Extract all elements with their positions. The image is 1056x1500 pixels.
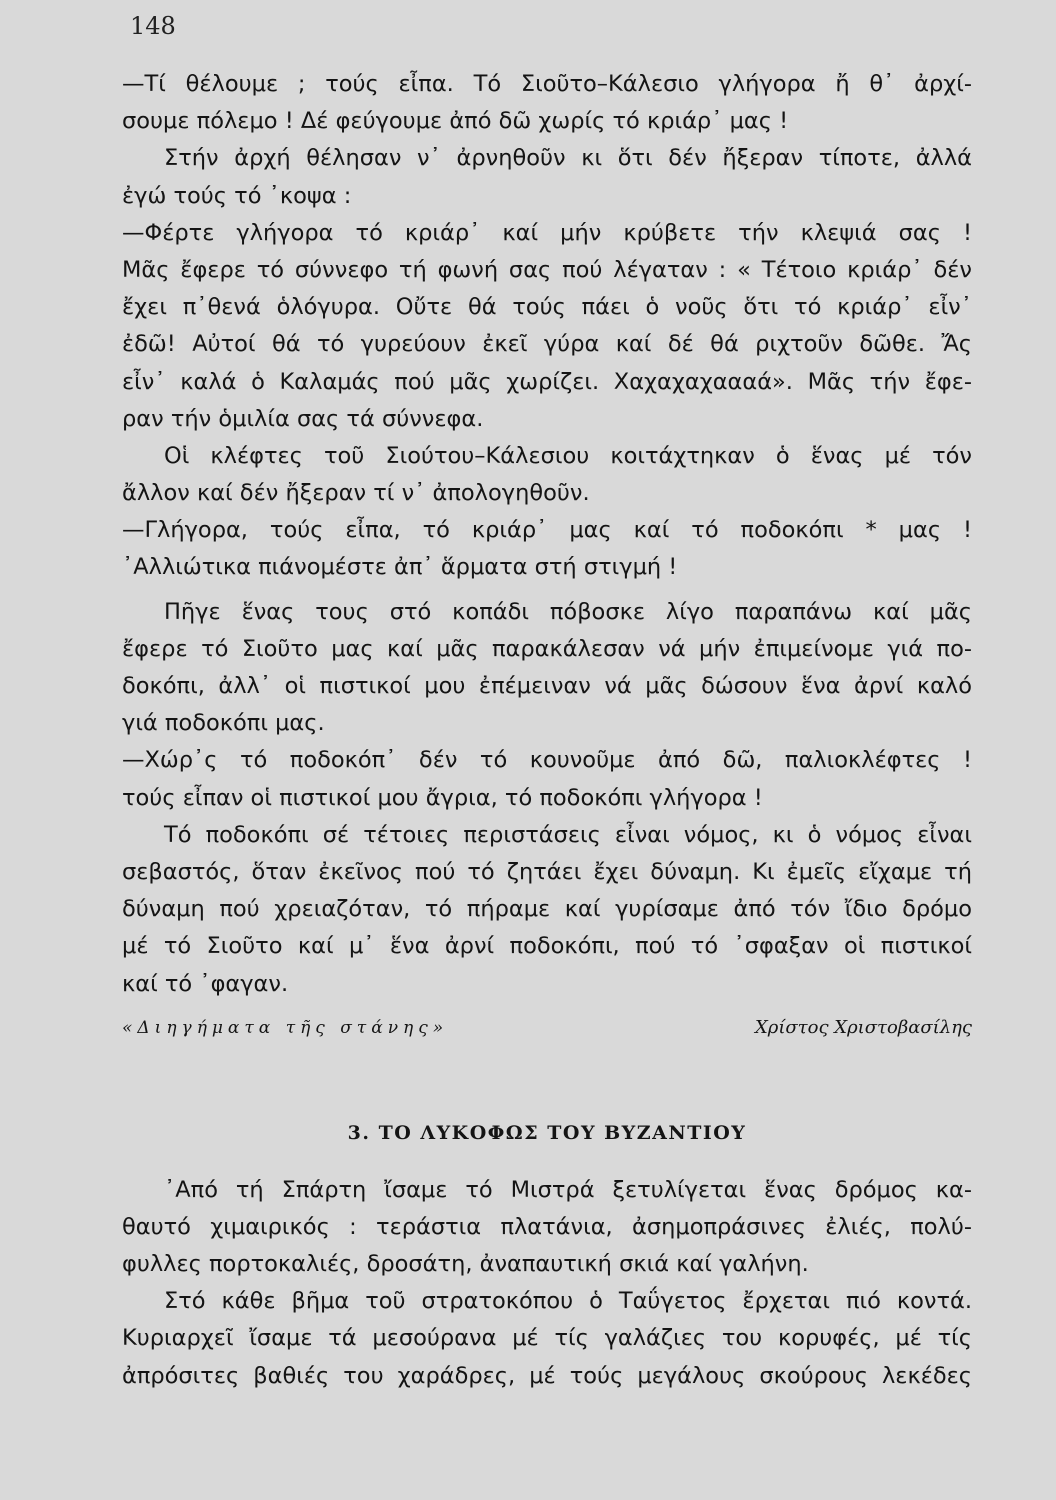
text-line: Πῆγε ἕνας τους στό κοπάδι πόβοσκε λίγο παραπάνω καί μᾶς xyxy=(164,598,972,625)
text-line: σεβαστός, ὅταν ἐκεῖνος πού τό ζητάει ἔχει δύναμη. Κι ἐμεῖς εἴχαμε τή xyxy=(122,858,972,885)
text-line: φυλλες πορτοκαλιές, δροσάτη, ἀναπαυτική σκιά καί γαλήνη. xyxy=(122,1251,809,1278)
attribution xyxy=(122,1017,972,1038)
text-line: Τό ποδοκόπι σέ τέτοιες περιστάσεις εἶναι νόμος, κι ὁ νόμος εἶναι xyxy=(164,821,972,848)
text-line: —Τί θέλουμε ; τούς εἶπα. Τό Σιοῦτο–Κάλεσιο γλήγορα ἤ θ᾽ ἀρχί- xyxy=(122,71,972,97)
text-line: Κυριαρχεῖ ἴσαμε τά μεσούρανα μέ τίς γαλάζιες του κορυφές, μέ τίς xyxy=(122,1325,972,1352)
page-body xyxy=(122,66,972,1395)
text-line: ἐδῶ! Αὐτοί θά τό γυρεύουν ἐκεῖ γύρα καί δέ θά ριχτοῦν δῶθε. Ἄς xyxy=(122,331,972,358)
text-line: Στήν ἀρχή θέλησαν ν᾽ ἀρνηθοῦν κι ὅτι δέν ἤξεραν τίποτε, ἀλλά xyxy=(164,145,972,172)
text-line: καί τό ᾽φαγαν. xyxy=(122,970,289,997)
source-title: «Διηγήματα τῆς στάνης» xyxy=(122,1017,449,1038)
text-line: δύναμη πού χρειαζόταν, τό πήραμε καί γυρίσαμε ἀπό τόν ἴδιο δρόμο xyxy=(122,896,972,923)
text-line: εἶν᾽ καλά ὁ Καλαμάς πού μᾶς χωρίζει. Χαχαχαχαααά». Μᾶς τήν ἔφε- xyxy=(122,368,972,395)
text-line: Οἱ κλέφτες τοῦ Σιούτου–Κάλεσιου κοιτάχτηκαν ὁ ἕνας μέ τόν xyxy=(164,442,972,469)
author-name: Χρίστος Χριστοβασίλης xyxy=(754,1016,972,1038)
text-line: δοκόπι, ἀλλ᾽ οἱ πιστικοί μου ἐπέμειναν νά μᾶς δώσουν ἕνα ἀρνί καλό xyxy=(122,673,972,699)
text-line: —Φέρτε γλήγορα τό κριάρ᾽ καί μήν κρύβετε τήν κλεψιά σας ! xyxy=(122,219,972,246)
text-line: ἄλλον καί δέν ἤξεραν τί ν᾽ ἀπολογηθοῦν. xyxy=(122,480,590,507)
text-line: τούς εἶπαν οἱ πιστικοί μου ἄγρια, τό ποδοκόπι γλήγορα ! xyxy=(122,784,763,811)
text-line: ᾽Αλλιώτικα πιάνομέστε ἀπ᾽ ἅρματα στή στιγμή ! xyxy=(122,554,678,581)
text-line: Στό κάθε βῆμα τοῦ στρατοκόπου ὁ Ταΰγετος ἔρχεται πιό κοντά. xyxy=(164,1288,972,1315)
text-line: —Γλήγορα, τούς εἶπα, τό κριάρ᾽ μας καί τό ποδοκόπι * μας ! xyxy=(122,517,972,544)
section-title: 3. ΤΟ ΛΥΚΟΦΩΣ ΤΟΥ ΒΥΖΑΝΤΙΟΥ xyxy=(347,1121,747,1144)
text-line: —Χώρ᾽ς τό ποδοκόπ᾽ δέν τό κουνοῦμε ἀπό δῶ, παλιοκλέφτες ! xyxy=(122,747,972,774)
text-line: σουμε πόλεμο ! Δέ φεύγουμε ἀπό δῶ χωρίς τό κριάρ᾽ μας ! xyxy=(122,108,789,135)
text-line: Μᾶς ἔφερε τό σύννεφο τή φωνή σας πού λέγαταν : « Τέτοιο κριάρ᾽ δέν xyxy=(122,256,972,283)
text-line: θαυτό χιμαιρικός : τεράστια πλατάνια, ἀσημοπράσινες ἐλιές, πολύ- xyxy=(122,1213,972,1240)
text-line: ᾽Από τή Σπάρτη ἴσαμε τό Μιστρά ξετυλίγεται ἕνας δρόμος κα- xyxy=(164,1176,972,1203)
text-line: μέ τό Σιοῦτο καί μ᾽ ἕνα ἀρνί ποδοκόπι, πού τό ᾽σφαξαν οἱ πιστικοί xyxy=(122,933,972,960)
text-line: ἀπρόσιτες βαθιές του χαράδρες, μέ τούς μεγάλους σκούρους λεκέδες xyxy=(122,1362,972,1389)
text-line: ἔχει π᾽θενά ὁλόγυρα. Οὔτε θά τούς πάει ὁ νοῦς ὅτι τό κριάρ᾽ εἶν᾽ xyxy=(122,294,972,321)
text-line: ραν τήν ὁμιλία σας τά σύννεφα. xyxy=(122,405,484,432)
text-line: γιά ποδοκόπι μας. xyxy=(122,710,325,737)
text-line: ἔφερε τό Σιοῦτο μας καί μᾶς παρακάλεσαν νά μήν ἐπιμείνομε γιά πο- xyxy=(122,635,972,662)
text-line: ἐγώ τούς τό ᾽κοψα : xyxy=(122,182,352,209)
page-number: 148 xyxy=(130,12,176,40)
